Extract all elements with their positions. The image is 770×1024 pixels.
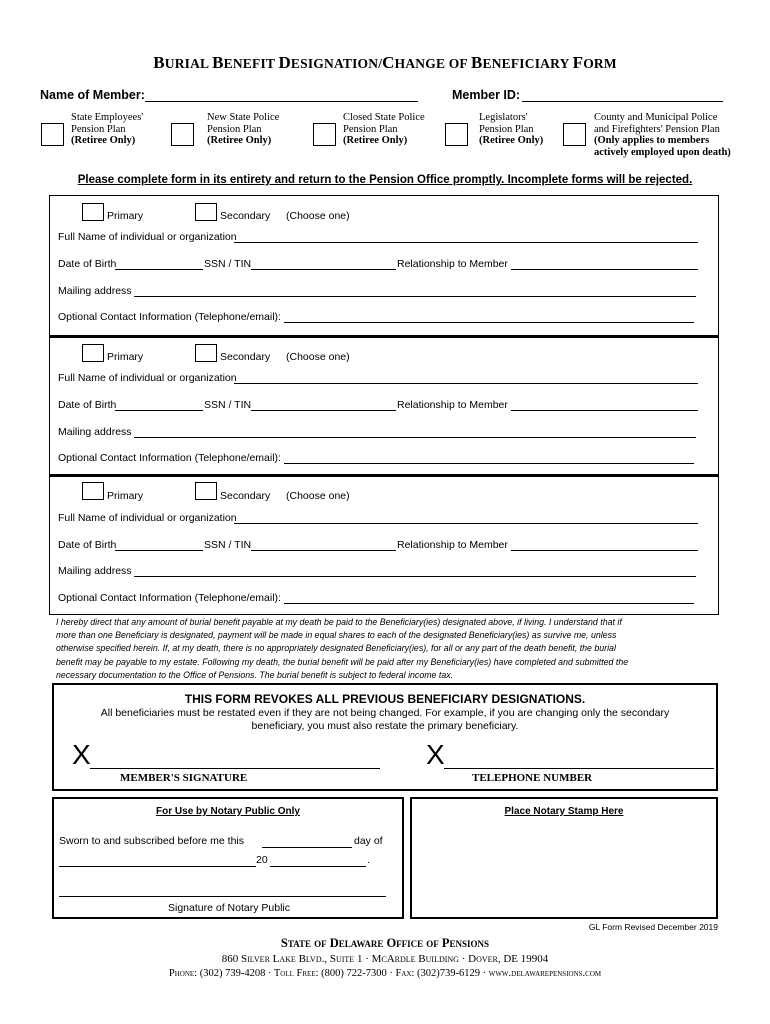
ssn-label: SSN / TIN — [204, 399, 252, 411]
plan-line: (Retiree Only) — [207, 135, 272, 146]
contact-field[interactable] — [284, 603, 694, 604]
full-name-field[interactable] — [234, 383, 698, 384]
member-id-field[interactable] — [522, 101, 723, 102]
primary-label: Primary — [107, 210, 144, 222]
plan-label-closed-state-police — [343, 112, 425, 147]
revocation-title: THIS FORM REVOKES ALL PREVIOUS BENEFICIARY DESIGNATIONS. — [184, 692, 586, 706]
mailing-field[interactable] — [134, 296, 696, 297]
notary-stamp-heading: Place Notary Stamp Here — [504, 806, 624, 817]
dob-field[interactable] — [115, 410, 203, 411]
primary-checkbox[interactable] — [82, 344, 104, 362]
contact-label: Optional Contact Information (Telephone/email): — [58, 592, 281, 604]
ssn-field[interactable] — [251, 550, 396, 551]
full-name-label: Full Name of individual or organization — [58, 231, 237, 243]
notary-year-field[interactable] — [270, 866, 366, 867]
telephone-x-mark: X — [426, 739, 445, 770]
telephone-label: TELEPHONE NUMBER — [472, 772, 593, 784]
relationship-label: Relationship to Member — [397, 539, 508, 551]
disclaimer-line: otherwise specified herein. If, at my death, there is no appropriately designated Beneficiary(ies), for all or any part of the death benefit, the burial — [56, 643, 616, 654]
beneficiary-divider — [49, 335, 719, 338]
secondary-label: Secondary — [220, 210, 271, 222]
mailing-field[interactable] — [134, 437, 696, 438]
secondary-checkbox[interactable] — [195, 344, 217, 362]
dob-field[interactable] — [115, 550, 203, 551]
signature-x-mark: X — [72, 739, 91, 770]
sworn-label: Sworn to and subscribed before me this — [59, 835, 245, 847]
member-signature-field[interactable] — [90, 768, 380, 769]
secondary-checkbox[interactable] — [195, 203, 217, 221]
secondary-checkbox[interactable] — [195, 482, 217, 500]
plan-label-legislators — [479, 112, 543, 147]
contact-label: Optional Contact Information (Telephone/email): — [58, 452, 281, 464]
plan-line: Pension Plan — [343, 123, 398, 135]
name-of-member-field[interactable] — [145, 101, 418, 102]
secondary-label: Secondary — [220, 490, 271, 502]
day-of-label: day of — [354, 835, 383, 847]
dob-label: Date of Birth — [58, 258, 117, 270]
contact-label: Optional Contact Information (Telephone/email): — [58, 311, 281, 323]
year-prefix: 20 — [256, 854, 268, 866]
plan-line: Legislators' — [479, 112, 528, 123]
primary-label: Primary — [107, 490, 144, 502]
primary-label: Primary — [107, 351, 144, 363]
plan-checkbox-closed-state-police[interactable] — [313, 123, 336, 146]
plan-line: (Retiree Only) — [71, 135, 136, 146]
plan-label-new-state-police — [207, 112, 279, 147]
relationship-label: Relationship to Member — [397, 258, 508, 270]
plan-line: and Firefighters' Pension Plan — [594, 123, 720, 135]
title-part: DESIGNATION/ — [278, 53, 383, 72]
title-part: BURIAL — [153, 53, 213, 72]
plan-line: (Retiree Only) — [343, 135, 408, 146]
plan-line: Pension Plan — [479, 123, 534, 135]
notary-stamp-box — [410, 797, 718, 919]
plan-line: (Only applies to members — [594, 135, 710, 146]
notary-signature-field[interactable] — [59, 896, 386, 897]
disclaimer-line: more than one Beneficiary is designated, payment will be made in equal shares to each of the designated Beneficiary(ies) as survive me, unless — [56, 630, 617, 641]
plan-checkbox-new-state-police[interactable] — [171, 123, 194, 146]
full-name-field[interactable] — [234, 242, 698, 243]
relationship-field[interactable] — [511, 550, 698, 551]
mailing-field[interactable] — [134, 576, 696, 577]
mailing-label: Mailing address — [58, 565, 132, 577]
revocation-box — [52, 683, 718, 791]
member-signature-label: MEMBER'S SIGNATURE — [120, 772, 248, 784]
ssn-label: SSN / TIN — [204, 539, 252, 551]
full-name-field[interactable] — [234, 523, 698, 524]
notary-heading: For Use by Notary Public Only — [156, 806, 300, 817]
disclaimer-line: I hereby direct that any amount of burial benefit payable at my death be paid to the Beneficiary(ies) designated above, if living. I understand that if — [56, 617, 622, 627]
revocation-line: All beneficiaries must be restated even if they are not being changed. For example, if you are changing only the secondary — [100, 707, 670, 719]
disclaimer-line: necessary documentation to the Office of Pensions. The burial benefit is subject to federal income tax. — [56, 669, 454, 680]
title-part: CHANGE OF — [382, 53, 471, 72]
full-name-label: Full Name of individual or organization — [58, 372, 237, 384]
primary-checkbox[interactable] — [82, 482, 104, 500]
instruction-text: Please complete form in its entirety and return to the Pension Office promptly. Incomplete forms will be rejected. — [77, 174, 693, 186]
beneficiary-section — [49, 195, 719, 615]
primary-checkbox[interactable] — [82, 203, 104, 221]
plan-line: Closed State Police — [343, 112, 425, 123]
disclaimer-paragraph — [56, 616, 716, 682]
plan-label-state-employees — [71, 112, 143, 147]
ssn-field[interactable] — [251, 410, 396, 411]
plan-line: (Retiree Only) — [479, 135, 544, 146]
office-name: State of Delaware Office of Pensions — [280, 936, 490, 950]
dob-label: Date of Birth — [58, 399, 117, 411]
office-contact: Phone: (302) 739-4208 · Toll Free: (800) 722-7300 · Fax: (302)739-6129 · www.delawarepensions.com — [168, 968, 602, 979]
mailing-label: Mailing address — [58, 285, 132, 297]
contact-field[interactable] — [284, 463, 694, 464]
secondary-label: Secondary — [220, 351, 271, 363]
choose-one-label: (Choose one) — [286, 490, 350, 502]
period: . — [367, 854, 370, 866]
plan-line: Pension Plan — [71, 123, 126, 135]
plan-line: actively employed upon death) — [594, 146, 731, 158]
full-name-label: Full Name of individual or organization — [58, 512, 237, 524]
notary-month-field[interactable] — [59, 866, 256, 867]
relationship-label: Relationship to Member — [397, 399, 508, 411]
ssn-label: SSN / TIN — [204, 258, 252, 270]
mailing-label: Mailing address — [58, 426, 132, 438]
plan-line: Pension Plan — [207, 123, 262, 135]
choose-one-label: (Choose one) — [286, 351, 350, 363]
plan-label-county-municipal — [594, 112, 731, 158]
title-part: BENEFICIARY — [470, 53, 573, 72]
form-revision: GL Form Revised December 2019 — [588, 922, 718, 932]
telephone-field[interactable] — [444, 768, 714, 769]
contact-field[interactable] — [284, 322, 694, 323]
plan-line: County and Municipal Police — [594, 112, 718, 123]
plan-line: New State Police — [207, 112, 280, 123]
relationship-field[interactable] — [511, 269, 698, 270]
dob-label: Date of Birth — [58, 539, 117, 551]
title-part: BENEFIT — [212, 53, 279, 72]
member-id-label: Member ID: — [452, 88, 521, 102]
plan-line: State Employees' — [71, 112, 144, 123]
form-title — [0, 53, 770, 73]
ssn-field[interactable] — [251, 269, 396, 270]
office-address: 860 Silver Lake Blvd., Suite 1 · McArdle Building · Dover, DE 19904 — [221, 953, 549, 965]
choose-one-label: (Choose one) — [286, 210, 350, 222]
notary-signature-label: Signature of Notary Public — [168, 902, 290, 914]
beneficiary-divider — [49, 474, 719, 477]
dob-field[interactable] — [115, 269, 203, 270]
relationship-field[interactable] — [511, 410, 698, 411]
plan-checkbox-state-employees[interactable] — [41, 123, 64, 146]
revocation-line: beneficiary, you must also restate the primary beneficiary. — [251, 720, 519, 732]
notary-day-field[interactable] — [262, 847, 352, 848]
notary-box — [52, 797, 404, 919]
name-of-member-label: Name of Member: — [40, 88, 145, 102]
title-part: FORM — [572, 53, 617, 72]
plan-checkbox-legislators[interactable] — [445, 123, 468, 146]
disclaimer-line: benefit may be payable to my estate. Following my death, the burial benefit will be paid after my Beneficiary(ies) have completed and submitted the — [56, 656, 629, 667]
revocation-text — [74, 707, 696, 733]
plan-checkbox-county-municipal[interactable] — [563, 123, 586, 146]
